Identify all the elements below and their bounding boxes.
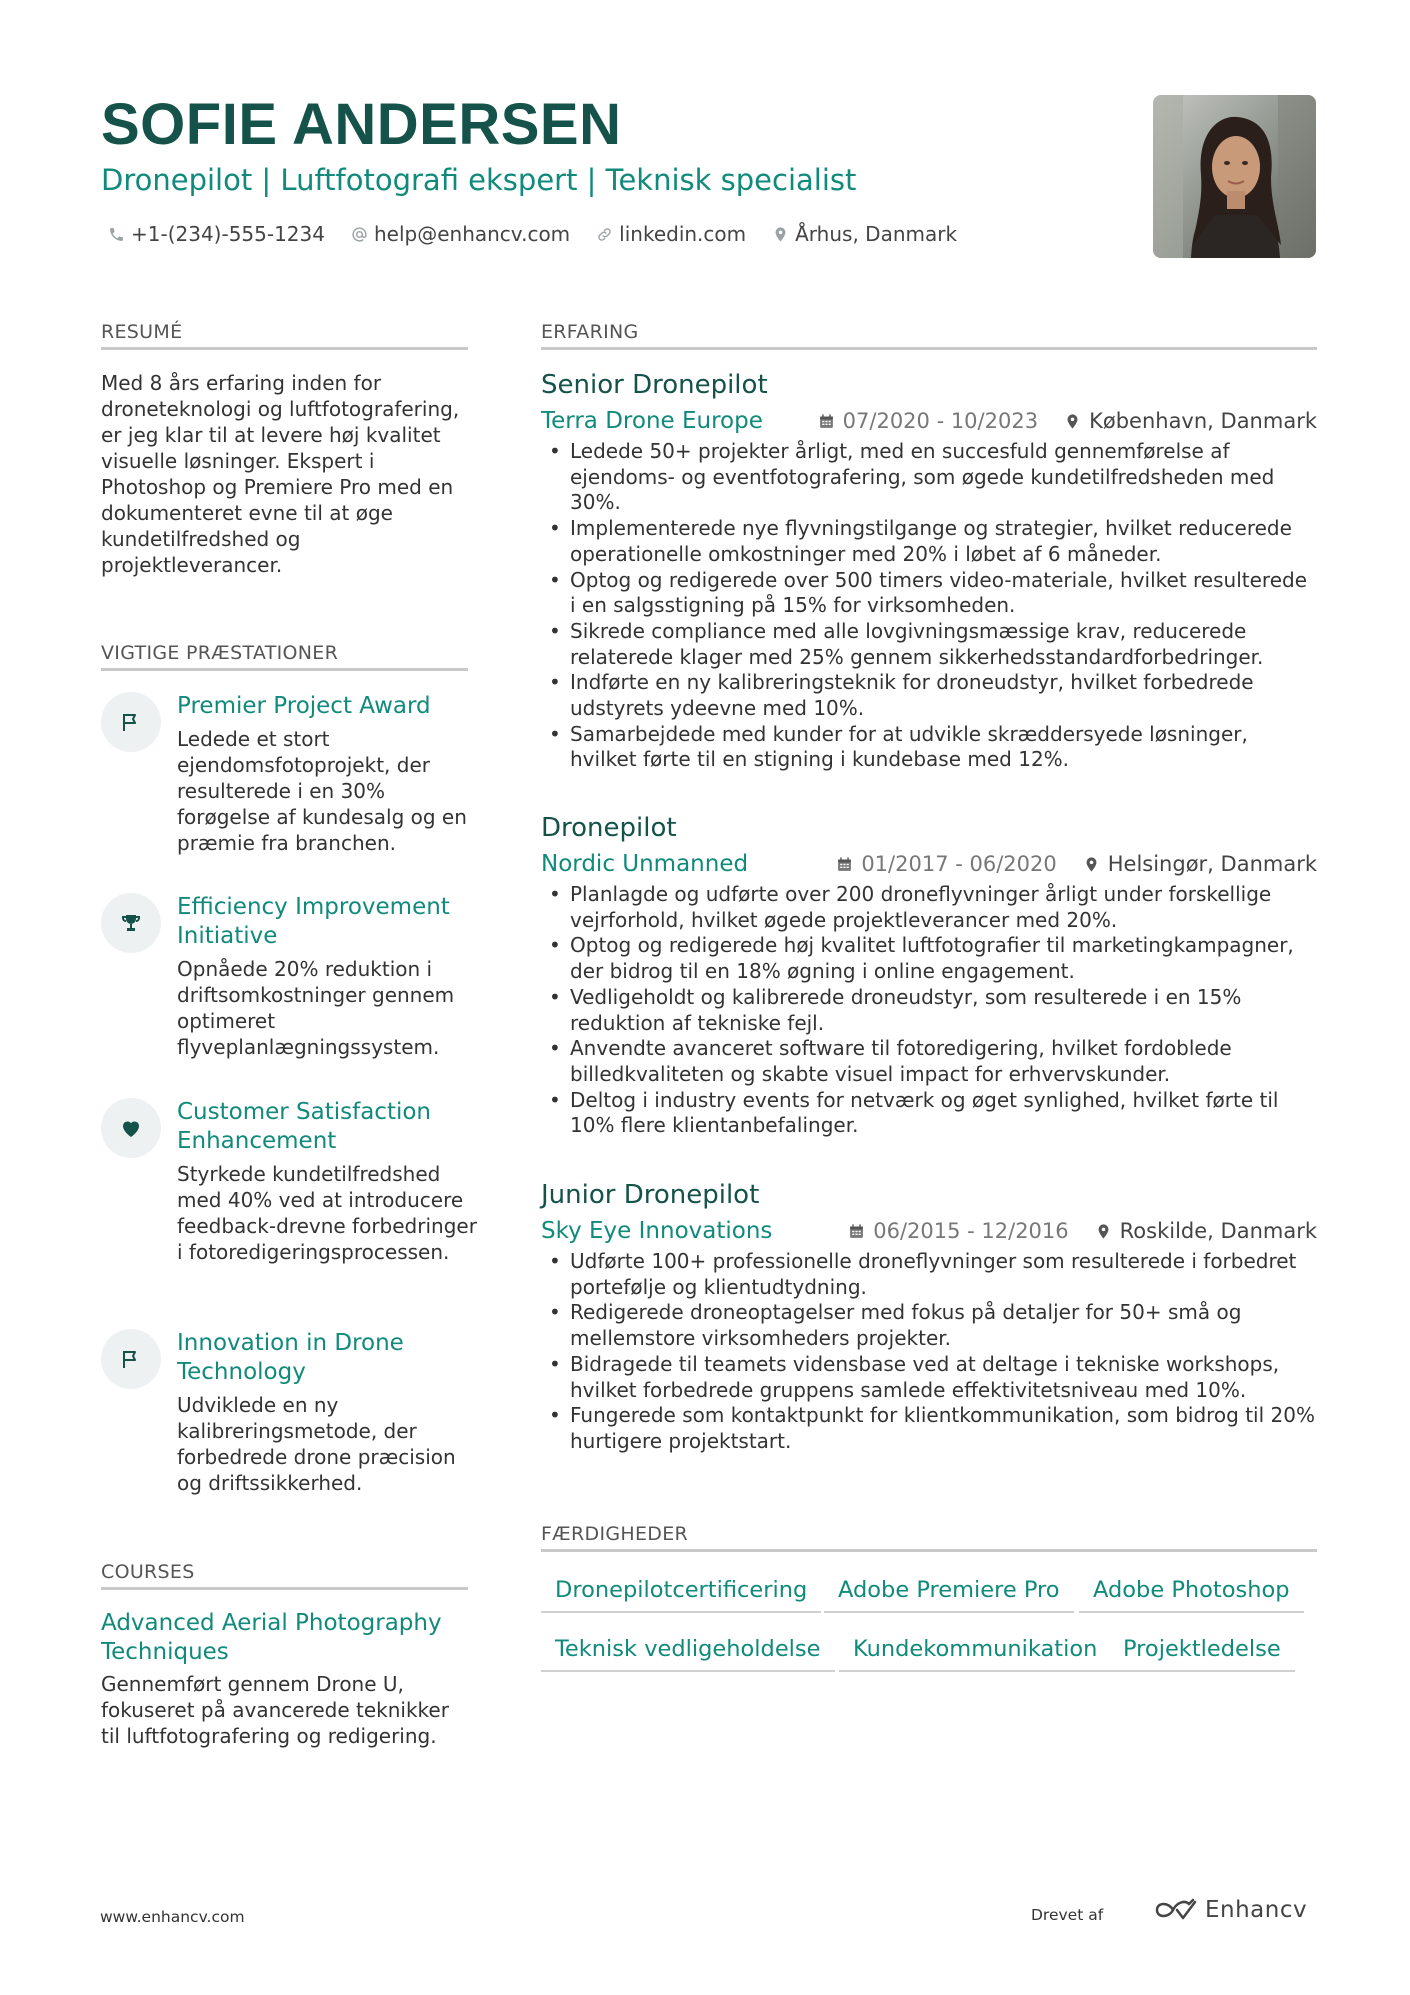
achievement-title: Innovation in Drone Technology (177, 1330, 404, 1385)
contact-phone[interactable] (108, 222, 325, 246)
calendar-icon (848, 1223, 865, 1240)
achievement-text: Opnåede 20% reduktion i driftsomkostninger gennem optimeret flyveplanlægningssystem. (177, 957, 455, 1059)
courses-divider (101, 1587, 468, 1590)
job-bullet: • Deltog i industry events for netværk og øget synlighed, hvilket førte til 10% flere klientanbefalinger. (541, 1088, 1317, 1139)
trophy-icon (101, 893, 161, 953)
job-bullet: • Ledede 50+ projekter årligt, med en succesfuld gennemførelse af ejendoms- og eventfotografering, som øgede kundetilfredsheden med 30%. (541, 439, 1317, 516)
flag-icon (101, 692, 161, 752)
job-bullets (541, 1249, 1317, 1455)
at-icon (351, 226, 368, 243)
job-location: Helsingør, Danmark (1107, 852, 1317, 876)
job-location: København, Danmark (1089, 409, 1317, 433)
candidate-title: Dronepilot | Luftfotografi ekspert | Teknisk specialist (101, 163, 857, 197)
location-pin-icon (772, 226, 789, 243)
enhancv-logo[interactable] (1151, 1896, 1307, 1924)
skills-divider (541, 1549, 1317, 1552)
calendar-icon (818, 413, 835, 430)
enhancv-logo-icon (1151, 1896, 1199, 1924)
achievements-divider (101, 668, 468, 671)
footer-powered-by: Drevet af (1031, 1906, 1104, 1924)
contact-linkedin-text: linkedin.com (619, 222, 747, 246)
job-bullet: • Anvendte avanceret software til fotoredigering, hvilket fordoblede billedkvaliteten og skabte visuel impact for erhvervskunder. (541, 1036, 1317, 1087)
course-item (101, 1609, 468, 1749)
skill-tag: Kundekommunikation (839, 1634, 1111, 1672)
job-dates: 07/2020 - 10/2023 (842, 409, 1039, 433)
job-dates: 06/2015 - 12/2016 (873, 1219, 1069, 1243)
skills-heading: FÆRDIGHEDER (541, 1523, 689, 1545)
experience-heading: ERFARING (541, 321, 639, 343)
courses-heading: COURSES (101, 1561, 195, 1583)
contact-phone-text: +1-(234)-555-1234 (131, 222, 325, 246)
flag-icon (101, 1329, 161, 1389)
footer-website[interactable]: www.enhancv.com (100, 1908, 245, 1926)
job-company: Sky Eye Innovations (541, 1218, 773, 1244)
job-bullet: • Implementerede nye flyvningstilgange og strategier, hvilket reducerede operationelle omkostninger med 20% i løbet af 6 måneder. (541, 516, 1317, 567)
job-meta (848, 1217, 1317, 1245)
job-title: Junior Dronepilot (541, 1180, 760, 1210)
contact-location-text: Århus, Danmark (795, 222, 958, 246)
job-company: Nordic Unmanned (541, 851, 749, 877)
summary-section (101, 370, 468, 578)
skill-tag: Adobe Premiere Pro (824, 1575, 1074, 1613)
job-bullet: • Planlagde og udførte over 200 droneflyvninger årligt under forskellige vejrforhold, hvilket øgede projektleverancer med 20%. (541, 882, 1317, 933)
job-bullet: • Optog og redigerede over 500 timers video-materiale, hvilket resulterede i en salgsstigning på 15% for virksomheden. (541, 568, 1317, 619)
job-meta (836, 850, 1317, 878)
contact-bar (108, 220, 983, 248)
achievement-title: Customer Satisfaction Enhancement (177, 1099, 432, 1154)
location-pin-icon (1064, 413, 1081, 430)
job-bullet: • Samarbejdede med kunder for at udvikle skræddersyede løsninger, hvilket førte til en stigning i kundebase med 12%. (541, 722, 1317, 773)
skill-tag: Projektledelse (1109, 1634, 1295, 1672)
phone-icon (108, 226, 125, 243)
job-title: Senior Dronepilot (541, 370, 768, 400)
contact-linkedin[interactable] (596, 222, 746, 246)
location-pin-icon (1083, 856, 1100, 873)
location-pin-icon (1095, 1223, 1112, 1240)
summary-heading: RESUMÉ (101, 321, 183, 343)
achievement-text: Udviklede en ny kalibreringsmetode, der forbedrede drone præcision og driftssikkerhed. (177, 1393, 456, 1495)
profile-photo (1153, 95, 1316, 258)
job-bullet: • Optog og redigerede høj kvalitet luftfotografier til marketingkampagner, der bidrog til en 18% øgning i online engagement. (541, 933, 1317, 984)
achievement-text: Styrkede kundetilfredshed med 40% ved at introducere feedback-drevne forbedringer i fotoredigeringsprocessen. (177, 1162, 477, 1264)
job-bullet: • Indførte en ny kalibreringsteknik for droneudstyr, hvilket forbedrede udstyrets ydeevne med 10%. (541, 670, 1317, 721)
achievement-title: Premier Project Award (177, 693, 431, 719)
experience-divider (541, 347, 1317, 350)
enhancv-logo-text: Enhancv (1205, 1897, 1308, 1923)
heart-icon (101, 1098, 161, 1158)
contact-location (772, 222, 957, 246)
job-bullets (541, 882, 1317, 1139)
skill-tag: Teknisk vedligeholdelse (541, 1634, 835, 1672)
job-bullet: • Bidragede til teamets vidensbase ved at deltage i tekniske workshops, hvilket forbedrede gruppens samlede effektivitetsniveau med 10%. (541, 1352, 1317, 1403)
job-company: Terra Drone Europe (541, 408, 763, 434)
achievements-heading: VIGTIGE PRÆSTATIONER (101, 642, 339, 664)
summary-text: Med 8 års erfaring inden for droneteknologi og luftfotografering, er jeg klar til at levere høj kvalitet visuelle løsninger. Ekspert i Photoshop og Premiere Pro med en dokumenteret evne til at øge kundetilfredshed og projektleverancer. (101, 371, 460, 577)
job-title: Dronepilot (541, 813, 677, 843)
job-bullets (541, 439, 1317, 773)
candidate-name: SOFIE ANDERSEN (101, 92, 622, 157)
achievement-title: Efficiency Improvement Initiative (177, 894, 450, 949)
achievement-text: Ledede et stort ejendomsfotoprojekt, der resulterede i en 30% forøgelse af kundesalg og en præmie fra branchen. (177, 727, 467, 855)
job-bullet: • Udførte 100+ professionelle droneflyvninger som resulterede i forbedret portefølje og klientudtydning. (541, 1249, 1317, 1300)
job-bullet: • Vedligeholdt og kalibrerede droneudstyr, som resulterede i en 15% reduktion af tekniske fejl. (541, 985, 1317, 1036)
contact-email[interactable] (351, 222, 570, 246)
skill-tag: Dronepilotcertificering (541, 1575, 821, 1613)
calendar-icon (836, 856, 853, 873)
job-location: Roskilde, Danmark (1119, 1219, 1317, 1243)
course-text: Gennemført gennem Drone U, fokuseret på avancerede teknikker til luftfotografering og redigering. (101, 1672, 449, 1748)
job-bullet: • Sikrede compliance med alle lovgivningsmæssige krav, reducerede relaterede klager med 25% gennem sikkerhedsstandardforbedringer. (541, 619, 1317, 670)
job-dates: 01/2017 - 06/2020 (861, 852, 1057, 876)
job-meta (818, 407, 1317, 435)
link-icon (596, 226, 613, 243)
job-bullet: • Redigerede droneoptagelser med fokus på detaljer for 50+ små og mellemstore virksomheders projekter. (541, 1300, 1317, 1351)
contact-email-text: help@enhancv.com (373, 222, 571, 246)
summary-divider (101, 347, 468, 350)
skill-tag: Adobe Photoshop (1079, 1575, 1304, 1613)
job-bullet: • Fungerede som kontaktpunkt for klientkommunikation, som bidrog til 20% hurtigere projektstart. (541, 1403, 1317, 1454)
course-title: Advanced Aerial Photography Techniques (101, 1610, 442, 1665)
